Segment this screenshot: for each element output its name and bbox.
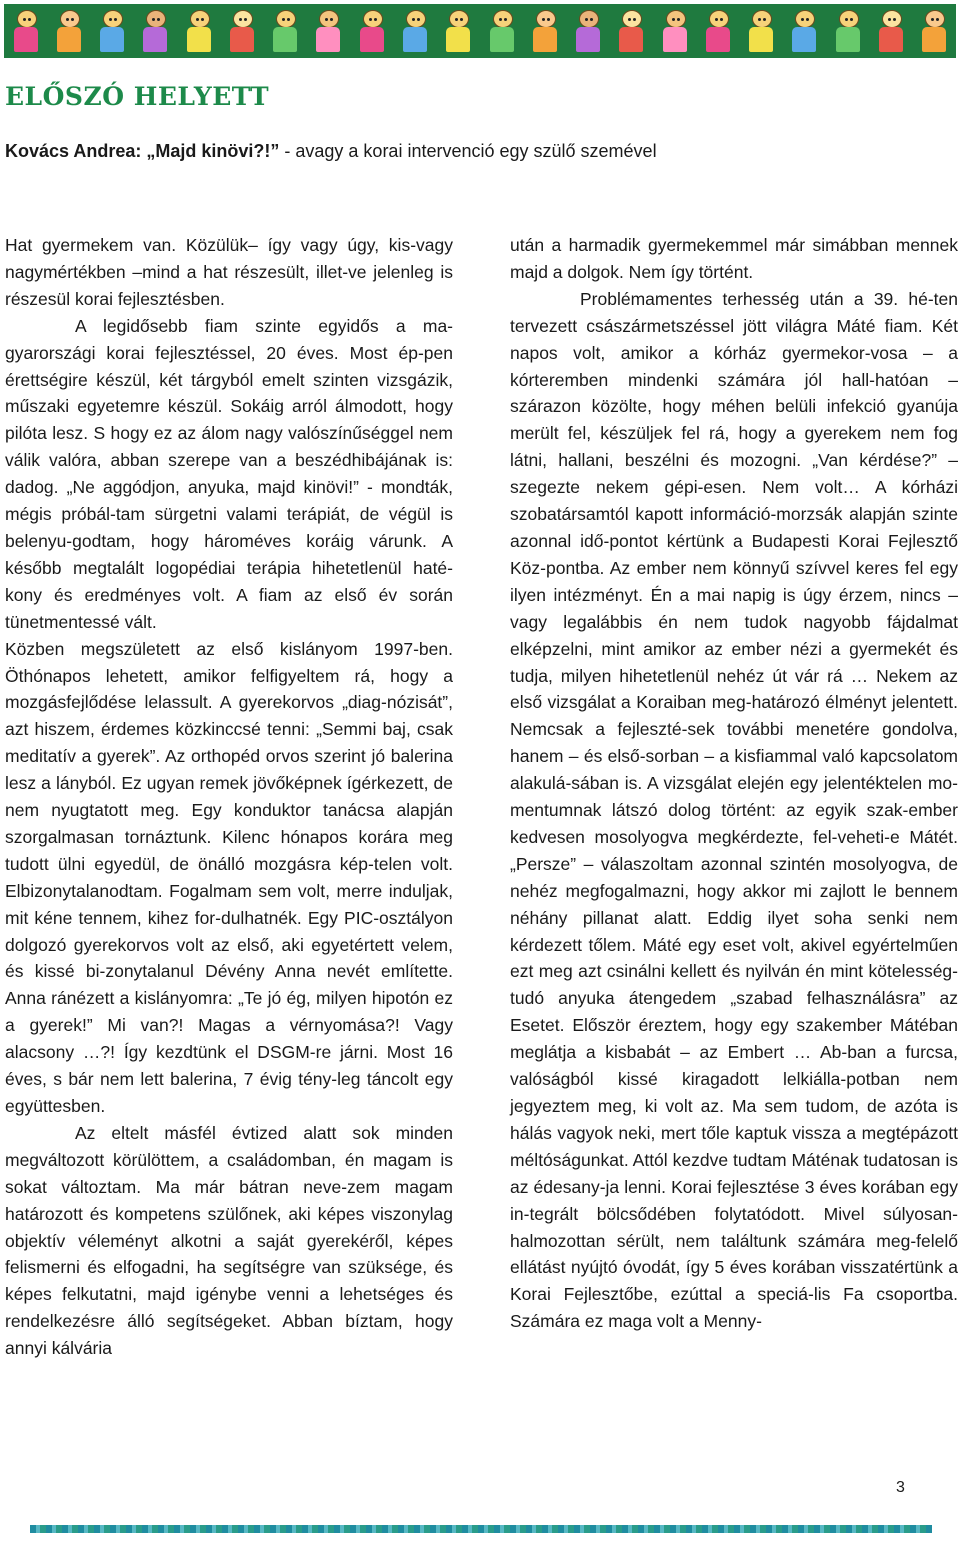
paragraph: Problémamentes terhesség után a 39. hé-ten tervezett császármetszéssel jött világra Máté fiam. Két napos volt, amikor a kórház gyermekor-vosa – a kórteremben mindenki számára jól hall-hatóan – szárazon közölte, hogy méhen belüli infekció gyanúja merült fel, készüljek fel rá, hogy a gyerekem nem fog látni, hallani, beszélni és mozogni. „Van kérdése?” – szegezte nekem gépi-esen. Nem volt… A kórházi szobatársamtól kapott információ-morzsák alapján szinte azonnal idő-pontot kértünk a Budapesti Korai Fejlesztő Köz-pontba. Az ember nem könnyű szívvel keres fel egy ilyen intézményt. Én a mai napig is úgy érzem, nincs – vagy legalábbis én nem tudok nagyobb fájdalmat elképzelni, mint amikor az ember nézi a gyermekét és tudja, milyen hihetetlenül nehéz út vár rá … Nekem az első vizsgálat a Koraiban meg-határozó élményt jelentett. Nemcsak a fejleszté-sek további menetére gondolva, hanem – és első-sorban – a kisfiammal való kapcsolatom alakulá-sában is. A vizsgálat elején egy jelentéktelen mo-mentumnak látszó dolog történt: az egyik szak-ember kedvesen mosolyogva megkérdezte, fel-veheti-e Mátét. „Persze” – válaszoltam azonnal szintén mosolyogva, de nehéz megfogalmazni, hogy akkor mi zajlott le bennem néhány pillanat alatt. Eddig ilyet soha senki nem kérdezett tőlem. Máté egy eset volt, akivel egyértelműen ezt meg azt csinálni kellett és nyilván én mint kötelesség-tudó anyuka átengedem „szabad felhasználásra” az Esetet. Először éreztem, hogy egy szakember Mátéban meglátja a kisbabát – az Embert … Ab-ban a furcsa, valóságból kissé kiragadott lelkiálla-potban nem jegyeztem meg, ki volt az. Ma sem tudom, de azóta is hálás vagyok neki, mert tőle kaptuk vissza a megtépázott méltóságunkat. Attól kezdve tudtam Máténak tudatosan is az édesany-ja lenni. Korai fejlesztése 3 éves korában egy in-tegrált bölcsődében folytatódott. Mivel súlyosan-halmozottan sérült, nem találtunk számára meg-felelő ellátást nyújtó óvodát, így 5 éves korában visszatértünk a Korai Fejlesztőbe, ezúttal a speciá-lis Fa csoportba. Számára ez maga volt a Menny- bbox=[510, 288, 958, 1332]
subtitle-rest: - avagy a korai intervenció egy szülő szemével bbox=[279, 141, 657, 161]
paragraph: Közben megszületett az első kislányom 1997-ben. Öthónapos lehetett, amikor felfigyeltem rá, hogy a mozgásfejlődése lelassult. A gyerekorvos „diag-nózisát”, azt hiszem, érdemes közkinccsé tenni: „Semmi baj, csak meditatív a gyerek”. Az orthopéd orvos szerint jó balerina lesz a lányból. Ez ugyan remek jövőképnek ígérkezett, de nem nyugtatott meg. Egy konduktor tanácsa alapján szorgalmasan tornáztunk. Kilenc hónapos korára meg tudott ülni egyedül, de önálló mozgásra kép-telen volt. Elbizonytalanodtam. Fogalmam sem volt, merre induljak, mit kéne tennem, kihez for-dulhatnék. Egy PIC-osztályon dolgozó gyerekorvos volt az első, aki egyetértett velem, és kissé bi-zonytalanul Dévény Anna nevét említette. Anna ránézett a kislányomra: „Te jó ég, milyen hipotón ez a gyerek!” Mi van?! Magas a vérnyomása?! Vagy alacsony …?! Így kezdtünk el DSGM-re járni. Most 16 éves, s bár nem lett balerina, 7 évig tény-leg táncolt egy együttesben. bbox=[5, 638, 453, 1116]
page-title: ELŐSZÓ HELYETT bbox=[5, 82, 270, 111]
left-column bbox=[5, 232, 453, 1362]
right-column bbox=[510, 232, 958, 1335]
child-drawing-icon bbox=[313, 8, 343, 54]
child-drawing-icon bbox=[530, 8, 560, 54]
child-drawing-icon bbox=[660, 8, 690, 54]
child-drawing-icon bbox=[919, 8, 949, 54]
child-drawing-icon bbox=[616, 8, 646, 54]
footer-decorative-bar bbox=[30, 1525, 932, 1533]
child-drawing-icon bbox=[573, 8, 603, 54]
child-drawing-icon bbox=[746, 8, 776, 54]
child-drawing-icon bbox=[11, 8, 41, 54]
paragraph: A legidősebb fiam szinte egyidős a ma-gyarországi korai fejlesztéssel, 20 éves. Most ép-pen érettségire készül, két tárgyból emelt szinten vizsgázik, műszaki egyetemre készül. Sokáig arról álmodott, hogy pilóta lesz. S hogy ez az álom nagy valószínűséggel nem válik valóra, abban szerepe van a beszédhibájának is: dadog. „Ne aggódjon, anyuka, majd kinövi!” - mondták, mégis próbál-tam sürgetni valami terápiát, de végül is belenyu-godtam, hogy hároméves koráig várunk. A később megtalált logopédiai terápia hihetetlenül haté-kony és eredményes volt. A fiam az első év során tünetmentessé vált. bbox=[5, 315, 453, 632]
child-drawing-icon bbox=[357, 8, 387, 54]
child-drawing-icon bbox=[443, 8, 473, 54]
child-drawing-icon bbox=[400, 8, 430, 54]
child-drawing-icon bbox=[54, 8, 84, 54]
child-drawing-icon bbox=[97, 8, 127, 54]
child-drawing-icon bbox=[227, 8, 257, 54]
child-drawing-icon bbox=[140, 8, 170, 54]
child-drawing-icon bbox=[833, 8, 863, 54]
child-drawing-icon bbox=[487, 8, 517, 54]
paragraph: után a harmadik gyermekemmel már simábban mennek majd a dolgok. Nem így történt. bbox=[510, 235, 958, 282]
child-drawing-icon bbox=[184, 8, 214, 54]
paragraph: Az eltelt másfél évtized alatt sok minden megváltozott körülöttem, a családomban, én magam is sokat változtam. Ma már bátran neve-zem magam határozott és kompetens szülőnek, aki képes viszonylag objektív véleményt alkotni a saját gyerekéről, képes felismerni és elfogadni, ha segítségre van szüksége, és képes felkutatni, majd igénybe venni a lehetséges és rendelkezésre álló segítségeket. Abban bíztam, hogy annyi kálvária bbox=[5, 1122, 453, 1359]
header-banner bbox=[4, 4, 956, 58]
paragraph: Hat gyermekem van. Közülük– így vagy úgy, kis-vagy nagymértékben –mind a hat részesült, illet-ve jelenleg is részesül korai fejlesztésben. bbox=[5, 235, 453, 309]
child-drawing-icon bbox=[270, 8, 300, 54]
article-subtitle bbox=[5, 141, 657, 162]
page-number: 3 bbox=[896, 1479, 905, 1496]
child-drawing-icon bbox=[703, 8, 733, 54]
child-drawing-icon bbox=[789, 8, 819, 54]
child-drawing-icon bbox=[876, 8, 906, 54]
subtitle-author-title: Kovács Andrea: „Majd kinövi?!” bbox=[5, 141, 280, 161]
